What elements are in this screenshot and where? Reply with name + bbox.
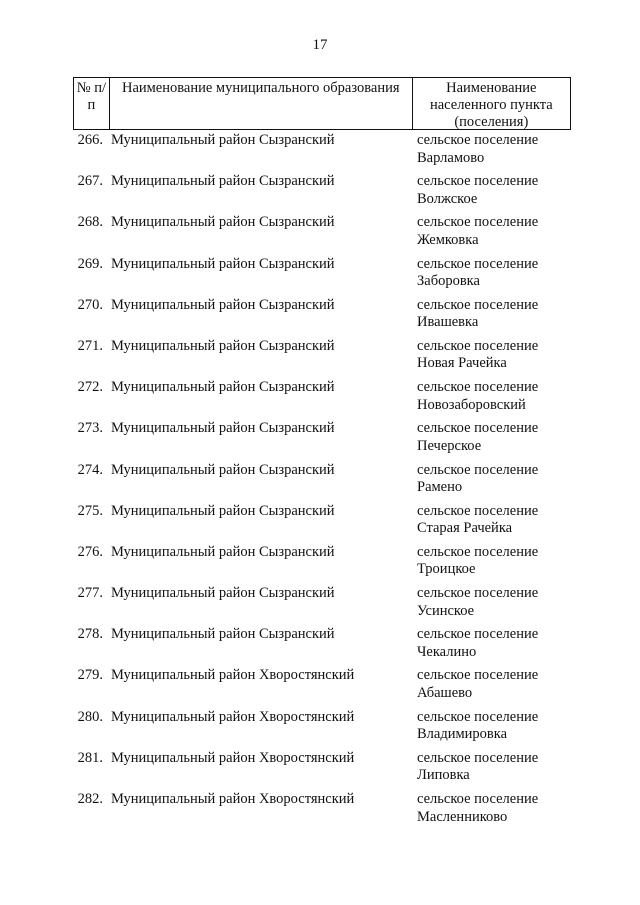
settlement-cell	[413, 379, 571, 420]
table-row	[73, 791, 571, 832]
row-number: 277.	[77, 585, 103, 602]
municipality-name: Муниципальный район Сызранский	[111, 461, 335, 478]
settlement-cell	[413, 750, 571, 791]
municipality-name: Муниципальный район Сызранский	[111, 214, 335, 231]
settlement-type: сельское поселение	[417, 214, 539, 231]
table-row	[73, 297, 571, 338]
table-row	[73, 544, 571, 585]
settlement-cell	[413, 173, 571, 214]
table-row	[73, 667, 571, 708]
municipality-name: Муниципальный район Хворостянский	[111, 749, 355, 766]
header-settlement: Наименование населенного пункта (поселения)	[429, 80, 553, 130]
row-number: 273.	[77, 420, 103, 437]
table-row	[73, 462, 571, 503]
settlements-table	[73, 77, 571, 832]
table-row	[73, 420, 571, 461]
table-row	[73, 750, 571, 791]
municipality-name: Муниципальный район Сызранский	[111, 420, 335, 437]
municipality-name: Муниципальный район Сызранский	[111, 296, 335, 313]
settlement-name: Старая Рачейка	[417, 520, 513, 537]
settlement-name: Новозаборовский	[417, 396, 526, 413]
row-number: 282.	[77, 791, 103, 807]
row-number: 272.	[77, 379, 103, 396]
municipality-name: Муниципальный район Сызранский	[111, 502, 335, 519]
settlement-cell	[413, 338, 571, 379]
settlement-cell	[413, 214, 571, 255]
table-row	[73, 338, 571, 379]
settlement-name: Липовка	[417, 767, 470, 784]
row-number: 279.	[77, 667, 103, 684]
table-row	[73, 379, 571, 420]
table-body	[73, 132, 571, 832]
settlement-name: Новая Рачейка	[417, 355, 507, 372]
settlement-cell	[413, 709, 571, 750]
table-row	[73, 132, 571, 173]
settlement-type: сельское поселение	[417, 585, 539, 602]
municipality-name: Муниципальный район Хворостянский	[111, 791, 355, 807]
row-number: 268.	[77, 214, 103, 231]
header-municipality: Наименование муниципального образования	[110, 78, 413, 129]
municipality-name: Муниципальный район Сызранский	[111, 626, 335, 643]
row-number: 271.	[77, 337, 103, 354]
municipality-name: Муниципальный район Сызранский	[111, 255, 335, 272]
settlement-type: сельское поселение	[417, 420, 539, 437]
settlement-type: сельское поселение	[417, 667, 539, 684]
municipality-name: Муниципальный район Сызранский	[111, 379, 335, 396]
row-number: 270.	[77, 296, 103, 313]
settlement-cell	[413, 256, 571, 297]
settlement-name: Рамено	[417, 479, 463, 495]
settlement-cell	[413, 132, 571, 173]
settlement-name: Троицкое	[417, 561, 476, 578]
settlement-cell	[413, 626, 571, 667]
settlement-name: Масленниково	[417, 808, 508, 825]
municipality-name: Муниципальный район Хворостянский	[111, 708, 355, 725]
table-header	[73, 77, 571, 130]
table-row	[73, 173, 571, 214]
page-number: 17	[312, 37, 328, 53]
settlement-cell	[413, 420, 571, 461]
row-number: 276.	[77, 543, 103, 560]
municipality-name: Муниципальный район Сызранский	[111, 173, 335, 190]
settlement-type: сельское поселение	[417, 337, 539, 354]
municipality-name: Муниципальный район Сызранский	[111, 132, 335, 148]
settlement-cell	[413, 544, 571, 585]
settlement-name: Владимировка	[417, 726, 508, 743]
settlement-name: Чекалино	[417, 643, 477, 660]
settlement-cell	[413, 585, 571, 626]
settlement-type: сельское поселение	[417, 543, 539, 560]
table-row	[73, 256, 571, 297]
settlement-name: Печерское	[417, 437, 482, 454]
row-number: 275.	[77, 502, 103, 519]
table-row	[73, 214, 571, 255]
settlement-cell	[413, 462, 571, 503]
settlement-type: сельское поселение	[417, 749, 539, 766]
row-number: 274.	[77, 461, 103, 478]
settlement-type: сельское поселение	[417, 173, 539, 190]
settlement-name: Абашево	[417, 684, 473, 701]
table-row	[73, 626, 571, 667]
settlement-type: сельское поселение	[417, 626, 539, 643]
settlement-type: сельское поселение	[417, 461, 539, 478]
settlement-name: Жемковка	[417, 231, 479, 248]
table-row	[73, 503, 571, 544]
table-row	[73, 709, 571, 750]
settlement-cell	[413, 791, 571, 832]
header-number: № п/п	[74, 78, 110, 129]
municipality-name: Муниципальный район Сызранский	[111, 543, 335, 560]
settlement-name: Заборовка	[417, 273, 480, 290]
settlement-type: сельское поселение	[417, 708, 539, 725]
settlement-cell	[413, 297, 571, 338]
row-number: 278.	[77, 626, 103, 643]
settlement-type: сельское поселение	[417, 379, 539, 396]
municipality-name: Муниципальный район Сызранский	[111, 337, 335, 354]
settlement-type: сельское поселение	[417, 502, 539, 519]
municipality-name: Муниципальный район Сызранский	[111, 585, 335, 602]
settlement-cell	[413, 503, 571, 544]
settlement-type: сельское поселение	[417, 296, 539, 313]
settlement-name: Ивашевка	[417, 314, 479, 331]
row-number: 281.	[77, 749, 103, 766]
municipality-name: Муниципальный район Хворостянский	[111, 667, 355, 684]
row-number: 267.	[77, 173, 103, 190]
settlement-type: сельское поселение	[417, 791, 539, 807]
row-number: 269.	[77, 255, 103, 272]
settlement-type: сельское поселение	[417, 132, 539, 148]
settlement-type: сельское поселение	[417, 255, 539, 272]
settlement-name: Варламово	[417, 149, 485, 166]
settlement-cell	[413, 667, 571, 708]
settlement-name: Волжское	[417, 190, 478, 207]
table-row	[73, 585, 571, 626]
row-number: 280.	[77, 708, 103, 725]
row-number: 266.	[77, 132, 103, 148]
settlement-name: Усинское	[417, 602, 475, 619]
